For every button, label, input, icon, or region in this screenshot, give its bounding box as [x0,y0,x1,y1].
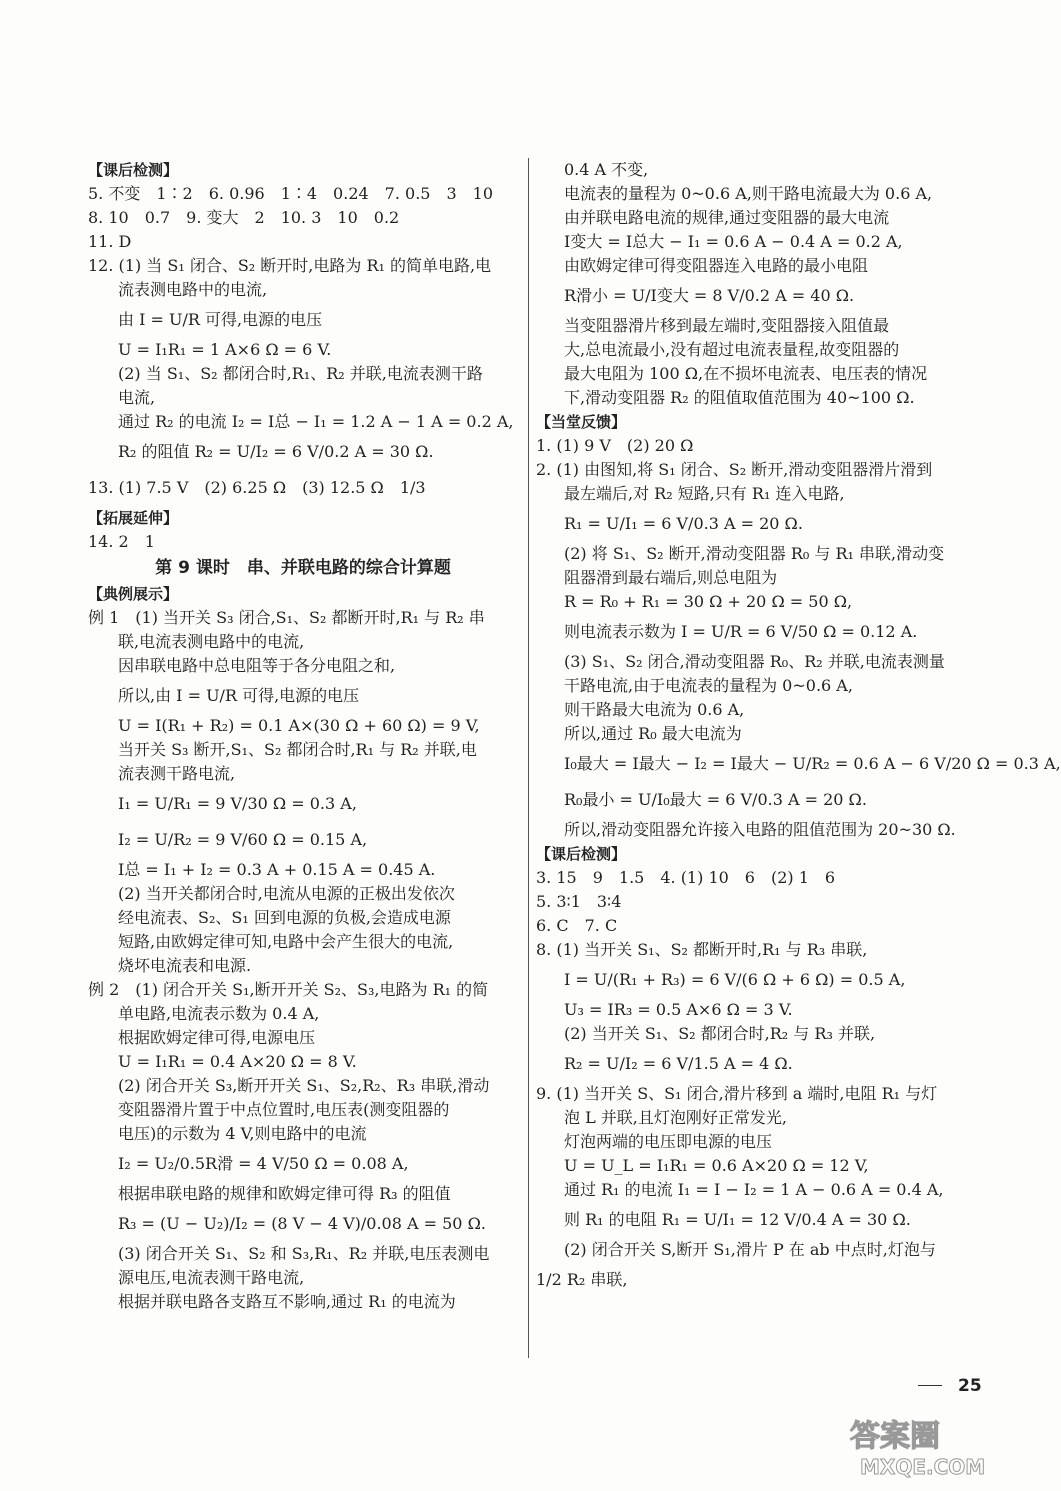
answer-line: 由 I = U/R 可得,电源的电压 [118,310,323,329]
section-heading: 【课后检测】 [536,845,627,863]
lesson-title: 第 9 课时 串、并联电路的综合计算题 [155,558,451,578]
answer-line: U₃ = IR₃ = 0.5 A×6 Ω = 3 V. [564,1000,793,1019]
answer-line: I变大 = I总大 − I₁ = 0.6 A − 0.4 A = 0.2 A, [564,232,903,251]
page-number: 25 [958,1376,982,1396]
answer-line: 当变阻器滑片移到最左端时,变阻器接入阻值最 [564,316,890,335]
answer-line: 8. (1) 当开关 S₁、S₂ 都断开时,R₁ 与 R₃ 串联, [536,940,868,959]
answer-line: 1/2 R₂ 串联, [536,1270,628,1289]
answer-line: 干路电流,由于电流表的量程为 0~0.6 A, [564,676,853,695]
answer-line: 所以,通过 R₀ 最大电流为 [564,724,742,743]
answer-line: 例 1 (1) 当开关 S₃ 闭合,S₁、S₂ 都断开时,R₁ 与 R₂ 串 [88,608,485,627]
answer-line: 则 R₁ 的电阻 R₁ = U/I₁ = 12 V/0.4 A = 30 Ω. [564,1210,911,1229]
answer-line: R滑小 = U/I变大 = 8 V/0.2 A = 40 Ω. [564,286,855,305]
answer-line: 短路,由欧姆定律可知,电路中会产生很大的电流, [118,932,454,951]
answer-line: 9. (1) 当开关 S、S₁ 闭合,滑片移到 a 端时,电阻 R₁ 与灯 [536,1084,938,1103]
answer-line: 电压)的示数为 4 V,则电路中的电流 [118,1124,367,1143]
section-heading: 【拓展延伸】 [88,509,179,527]
answer-line: (2) 当开关都闭合时,电流从电源的正极出发依次 [118,884,455,903]
answer-line: 所以,滑动变阻器允许接入电路的阻值范围为 20~30 Ω. [564,820,956,839]
answer-line: (2) 闭合开关 S₃,断开开关 S₁、S₂,R₂、R₃ 串联,滑动 [118,1076,490,1095]
answer-line: 根据欧姆定律可得,电源电压 [118,1028,316,1047]
answer-line: 8. 10 0.7 9. 变大 2 10. 3 10 0.2 [88,208,400,227]
answer-line: I₂ = U₂/0.5R滑 = 4 V/50 Ω = 0.08 A, [118,1154,409,1173]
answer-line: 2. (1) 由图知,将 S₁ 闭合、S₂ 断开,滑动变阻器滑片滑到 [536,460,933,479]
answer-line: 根据并联电路各支路互不影响,通过 R₁ 的电流为 [118,1292,456,1311]
answer-line: U = I₁R₁ = 1 A×6 Ω = 6 V. [118,340,332,359]
answer-line: 灯泡两端的电压即电源的电压 [564,1132,773,1151]
answer-line: I = U/(R₁ + R₃) = 6 V/(6 Ω + 6 Ω) = 0.5 A, [564,970,906,989]
answer-line: 联,电流表测电路中的电流, [118,632,305,651]
answer-line: 5. 不变 1∶2 6. 0.96 1∶4 0.24 7. 0.5 3 10 [88,184,494,203]
answer-line: (3) S₁、S₂ 闭合,滑动变阻器 R₀、R₂ 并联,电流表测量 [564,652,945,671]
answer-line: (2) 当 S₁、S₂ 都闭合时,R₁、R₂ 并联,电流表测干路 [118,364,483,383]
answer-line: 14. 2 1 [88,532,155,551]
answer-line: 由并联电路电流的规律,通过变阻器的最大电流 [564,208,890,227]
answer-line: (3) 闭合开关 S₁、S₂ 和 S₃,R₁、R₂ 并联,电压表测电 [118,1244,490,1263]
answer-line: 单电路,电流表示数为 0.4 A, [118,1004,320,1023]
svg-text:答案圈: 答案圈 [850,1419,940,1454]
answer-line: R₀最小 = U/I₀最大 = 6 V/0.3 A = 20 Ω. [564,790,867,809]
section-heading: 【典例展示】 [88,585,179,603]
answer-line: 则电流表示数为 I = U/R = 6 V/50 Ω = 0.12 A. [564,622,918,641]
answer-line: 当开关 S₃ 断开,S₁、S₂ 都闭合时,R₁ 与 R₂ 并联,电 [118,740,477,759]
answer-line: 5. 3∶1 3∶4 [536,892,622,911]
answer-line: (2) 当开关 S₁、S₂ 都闭合时,R₂ 与 R₃ 并联, [564,1024,876,1043]
answer-line: 流表测电路中的电流, [118,280,268,299]
answer-line: 11. D [88,232,132,251]
answer-line: 根据串联电路的规律和欧姆定律可得 R₃ 的阻值 [118,1184,451,1203]
answer-line: 烧坏电流表和电源. [118,956,252,975]
answer-line: R₁ = U/I₁ = 6 V/0.3 A = 20 Ω. [564,514,803,533]
answer-line: 由欧姆定律可得变阻器连入电路的最小电阻 [564,256,869,275]
page-number-dash [918,1385,942,1386]
answer-line: R₂ = U/I₂ = 6 V/1.5 A = 4 Ω. [564,1054,793,1073]
answer-line: 通过 R₁ 的电流 I₁ = I − I₂ = 1 A − 0.6 A = 0.4 A, [564,1180,944,1199]
answer-line: I₀最大 = I最大 − I₂ = I最大 − U/R₂ = 0.6 A − 6 V/20 Ω = 0.3 A, [564,754,1061,773]
answer-line: (2) 将 S₁、S₂ 断开,滑动变阻器 R₀ 与 R₁ 串联,滑动变 [564,544,945,563]
answer-line: 泡 L 并联,且灯泡刚好正常发光, [564,1108,787,1127]
answer-line: I₁ = U/R₁ = 9 V/30 Ω = 0.3 A, [118,794,357,813]
answer-line: 最左端后,对 R₂ 短路,只有 R₁ 连入电路, [564,484,845,503]
answer-line: 经电流表、S₂、S₁ 回到电源的负极,会造成电源 [118,908,451,927]
answer-line: 下,滑动变阻器 R₂ 的阻值取值范围为 40~100 Ω. [564,388,915,407]
section-heading: 【课后检测】 [88,161,179,179]
answer-line: R = R₀ + R₁ = 30 Ω + 20 Ω = 50 Ω, [564,592,853,611]
answer-line: 0.4 A 不变, [564,160,649,179]
answer-line: R₂ 的阻值 R₂ = U/I₂ = 6 V/0.2 A = 30 Ω. [118,442,434,461]
answer-line: 通过 R₂ 的电流 I₂ = I总 − I₁ = 1.2 A − 1 A = 0.2 A, [118,412,514,431]
answer-line: 变阻器滑片置于中点位置时,电压表(测变阻器的 [118,1100,450,1119]
answer-line: 最大电阻为 100 Ω,在不损坏电流表、电压表的情况 [564,364,928,383]
answer-line: 3. 15 9 1.5 4. (1) 10 6 (2) 1 6 [536,868,836,887]
answer-line: I₂ = U/R₂ = 9 V/60 Ω = 0.15 A, [118,830,368,849]
answer-line: U = I₁R₁ = 0.4 A×20 Ω = 8 V. [118,1052,357,1071]
right-column [536,158,1061,1298]
answer-line: 流表测干路电流, [118,764,236,783]
answer-line: (2) 闭合开关 S,断开 S₁,滑片 P 在 ab 中点时,灯泡与 [564,1240,936,1259]
answer-line: U = U_L = I₁R₁ = 0.6 A×20 Ω = 12 V, [564,1156,869,1175]
answer-line: 电流, [118,388,156,407]
answer-line: 则干路最大电流为 0.6 A, [564,700,745,719]
answer-line: 例 2 (1) 闭合开关 S₁,断开开关 S₂、S₃,电路为 R₁ 的简 [88,980,489,999]
answer-line: 电流表的量程为 0~0.6 A,则干路电流最大为 0.6 A, [564,184,933,203]
answer-line: 6. C 7. C [536,916,618,935]
answer-line: I总 = I₁ + I₂ = 0.3 A + 0.15 A = 0.45 A. [118,860,436,879]
answer-line: 因串联电路中总电阻等于各分电阻之和, [118,656,396,675]
svg-text:MXQE.COM: MXQE.COM [860,1455,986,1479]
left-column [88,158,518,1314]
answer-line: 所以,由 I = U/R 可得,电源的电压 [118,686,360,705]
answer-line: 阻器滑到最右端后,则总电阻为 [564,568,778,587]
section-heading: 【当堂反馈】 [536,413,627,431]
answer-line: R₃ = (U − U₂)/I₂ = (8 V − 4 V)/0.08 A = 50 Ω. [118,1214,486,1233]
answer-line: 13. (1) 7.5 V (2) 6.25 Ω (3) 12.5 Ω 1/3 [88,478,426,497]
answer-line: 大,总电流最小,没有超过电流表量程,故变阻器的 [564,340,900,359]
watermark-logo [830,1410,990,1482]
column-divider [528,158,529,1358]
answer-line: U = I(R₁ + R₂) = 0.1 A×(30 Ω + 60 Ω) = 9 V, [118,716,480,735]
answer-line: 12. (1) 当 S₁ 闭合、S₂ 断开时,电路为 R₁ 的简单电路,电 [88,256,492,275]
answer-line: 源电压,电流表测干路电流, [118,1268,305,1287]
answer-line: 1. (1) 9 V (2) 20 Ω [536,436,694,455]
